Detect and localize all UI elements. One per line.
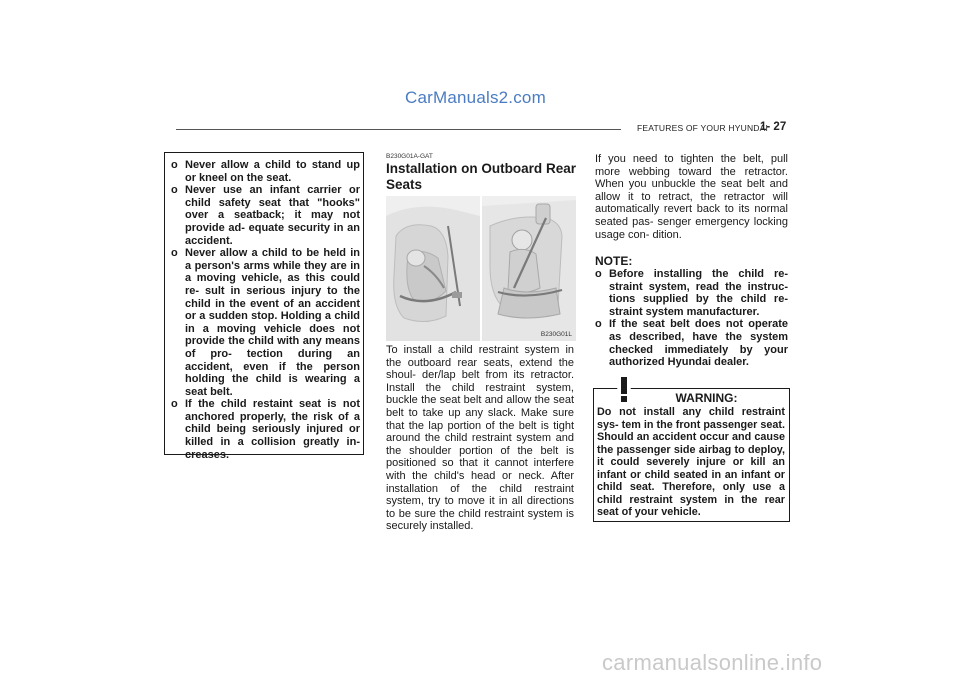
installation-paragraph: To install a child restraint system in the outboard rear seats, extend the shoul- der/lap belt from its retractor. Install the child restraint system, buckle the seat belt and allow the seat belt to take up any slack. Make sure that the lap portion of the belt is tight around the child restraint system and the shoulder portion of the belt is positioned so that it cannot interfere with the child's head or neck. After installation of the child restraint system, try to move it in all directions to be sure the child restraint system is securely installed.	[386, 344, 574, 533]
bullet: o	[595, 268, 602, 280]
section-title: Installation on Outboard Rear Seats	[386, 161, 576, 192]
list-item	[171, 398, 360, 461]
list-item	[595, 268, 788, 318]
list-item	[171, 247, 360, 398]
figure-code: B230G01L	[540, 331, 572, 338]
left-warning-list	[171, 159, 360, 461]
header-section-title: FEATURES OF YOUR HYUNDAI	[637, 123, 769, 133]
bullet: o	[171, 398, 178, 411]
left-warning-box	[164, 152, 364, 461]
list-item-text: Never allow a child to stand up or kneel on the seat.	[185, 159, 360, 184]
list-item	[595, 318, 788, 368]
list-item-text: If the seat belt does not operate as described, have the system checked immediately by your authorized Hyundai dealer.	[609, 318, 788, 369]
bullet: o	[595, 318, 602, 331]
note-list	[595, 268, 788, 369]
header-rule	[176, 129, 621, 130]
note-heading: NOTE:	[595, 254, 633, 268]
watermark-carmanualsonline: carmanualsonline.info	[602, 650, 823, 675]
bullet: o	[171, 184, 178, 197]
list-item-text: Before installing the child re- straint system, read the instruc- tions supplied by the child re- straint system manufacturer.	[609, 268, 788, 318]
section-code: B230G01A-GAT	[386, 153, 433, 160]
list-item-text: If the child restaint seat is not anchored properly, the risk of a child being seriously injured or killed in a collision greatly in- creases.	[185, 398, 360, 461]
watermark-carmanuals2: CarManuals2.com	[405, 88, 546, 107]
note-list-container	[595, 268, 788, 369]
child-seat-illustration	[386, 196, 576, 341]
list-item-text: Never allow a child to be held in a person's arms while they are in a moving vehicle, as this could re- sult in serious injury to the child in the event of an accident or a sudden stop. Holding a child in a moving vehicle does not provide the child with any means of pro- tection during an accident, even if the person holding the child is wearing a seat belt.	[185, 247, 360, 398]
child-seat-installation-figure	[386, 196, 576, 341]
bullet: o	[171, 159, 178, 171]
list-item	[171, 159, 360, 184]
bullet: o	[171, 247, 178, 260]
warning-text: Do not install any child restraint sys- tem in the front passenger seat. Should an accident occur and cause the passenger side airbag to deploy, it could severely injure or kill an infant or child seated in an infant or child seat. Therefore, only use a child restraint system in the rear seat of your vehicle.	[597, 406, 785, 518]
warning-heading: WARNING:	[675, 391, 738, 405]
list-item	[171, 184, 360, 247]
tighten-belt-paragraph: If you need to tighten the belt, pull more webbing toward the retractor. When you unbuckle the seat belt and allow it to retract, the retractor will automatically revert back to its normal seated pas- senger emergency locking usage con- dition.	[595, 153, 788, 241]
warning-box	[593, 388, 790, 522]
page-number: 1- 27	[760, 121, 787, 133]
list-item-text: Never use an infant carrier or child safety seat that "hooks" over a seatback; it may not provide ad- equate security in an accident.	[185, 184, 360, 247]
